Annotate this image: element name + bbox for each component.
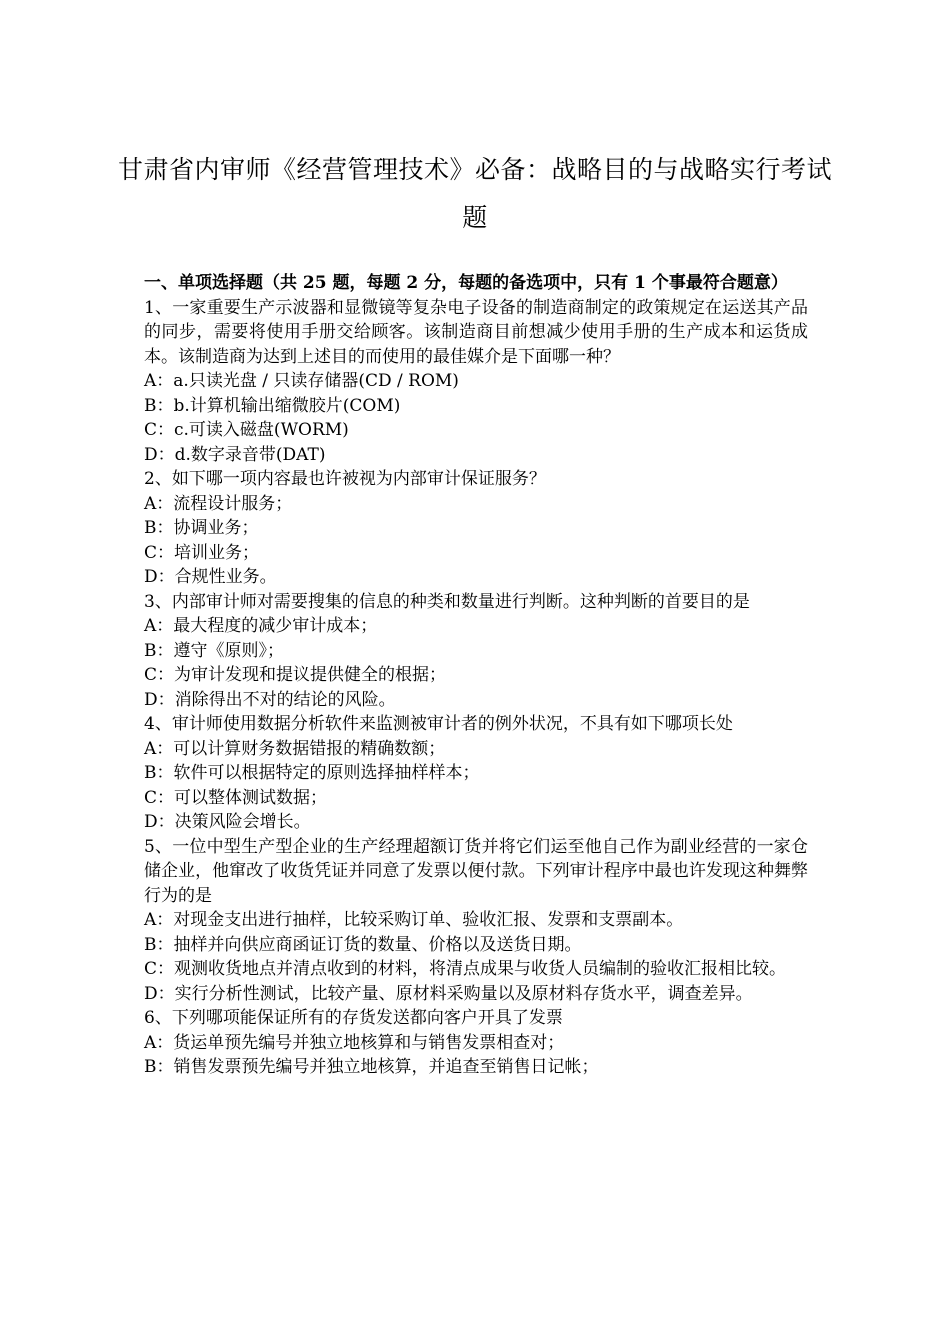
option-c: C：可以整体测试数据；: [144, 787, 328, 808]
question-text: 5、一位中型生产型企业的生产经理超额订货并将它们运至他自己作为副业经营的一家仓储企业，他窜改了收货凭证并同意了发票以便付款。下列审计程序中最也许发现这种舞弊行为的是: [144, 836, 808, 906]
document-body: [144, 271, 808, 1080]
option-c: C：培训业务；: [144, 542, 260, 563]
question-text: 2、如下哪一项内容最也许被视为内部审计保证服务？: [144, 469, 546, 489]
question-block: [144, 467, 808, 590]
question-block: [144, 296, 808, 468]
option-a: A：流程设计服务；: [144, 493, 293, 514]
option-d: D：实行分析性测试，比较产量、原材料采购量以及原材料存货水平，调查差异。: [144, 983, 753, 1004]
option-d: D：d.数字录音带(DAT): [144, 444, 326, 465]
option-c: C：观测收货地点并清点收到的材料，将清点成果与收货人员编制的验收汇报相比较。: [144, 959, 787, 979]
question-block: [144, 712, 808, 835]
question-text: 4、审计师使用数据分析软件来监测被审计者的例外状况，不具有如下哪项长处: [144, 714, 733, 734]
option-c: C：为审计发现和提议提供健全的根据；: [144, 665, 447, 685]
option-a: A：a.只读光盘 / 只读存储器(CD / ROM): [144, 371, 459, 391]
question-block: [144, 590, 808, 713]
document-title: 甘肃省内审师《经营管理技术》必备：战略目的与战略实行考试题: [117, 155, 832, 232]
option-a: A：最大程度的减少审计成本；: [144, 616, 378, 636]
question-text: 3、内部审计师对需要搜集的信息的种类和数量进行判断。这种判断的首要目的是: [144, 591, 750, 612]
section-heading: 一、单项选择题（共 25 题，每题 2 分，每题的备选项中，只有 1 个事最符合题意）: [144, 273, 788, 293]
question-block: [144, 1006, 808, 1080]
option-d: D：合规性业务。: [144, 567, 277, 587]
question-text: 1、一家重要生产示波器和显微镜等复杂电子设备的制造商制定的政策规定在运送其产品的同步，需要将使用手册交给顾客。该制造商目前想减少使用手册的生产成本和运货成本。该制造商为达到上述目的而使用的最佳媒介是下面哪一种？: [144, 297, 808, 367]
question-text: 6、下列哪项能保证所有的存货发送都向客户开具了发票: [144, 1008, 563, 1028]
option-a: A：货运单预先编号并独立地核算和与销售发票相查对；: [144, 1032, 565, 1053]
option-a: A：可以计算财务数据错报的精确数额；: [144, 738, 446, 759]
option-d: D：决策风险会增长。: [144, 812, 311, 832]
option-b: B：软件可以根据特定的原则选择抽样样本；: [144, 763, 480, 783]
option-a: A：对现金支出进行抽样，比较采购订单、验收汇报、发票和支票副本。: [144, 910, 684, 930]
option-b: B：销售发票预先编号并独立地核算，并追查至销售日记帐；: [144, 1057, 599, 1077]
option-b: B：遵守《原则》；: [144, 640, 284, 661]
option-d: D：消除得出不对的结论的风险。: [144, 689, 396, 710]
option-b: B：抽样并向供应商函证订货的数量、价格以及送货日期。: [144, 934, 582, 955]
option-b: B：协调业务；: [144, 518, 259, 538]
question-block: [144, 835, 808, 1007]
option-c: C：c.可读入磁盘(WORM): [144, 420, 349, 440]
option-b: B：b.计算机输出缩微胶片(COM): [144, 395, 401, 416]
